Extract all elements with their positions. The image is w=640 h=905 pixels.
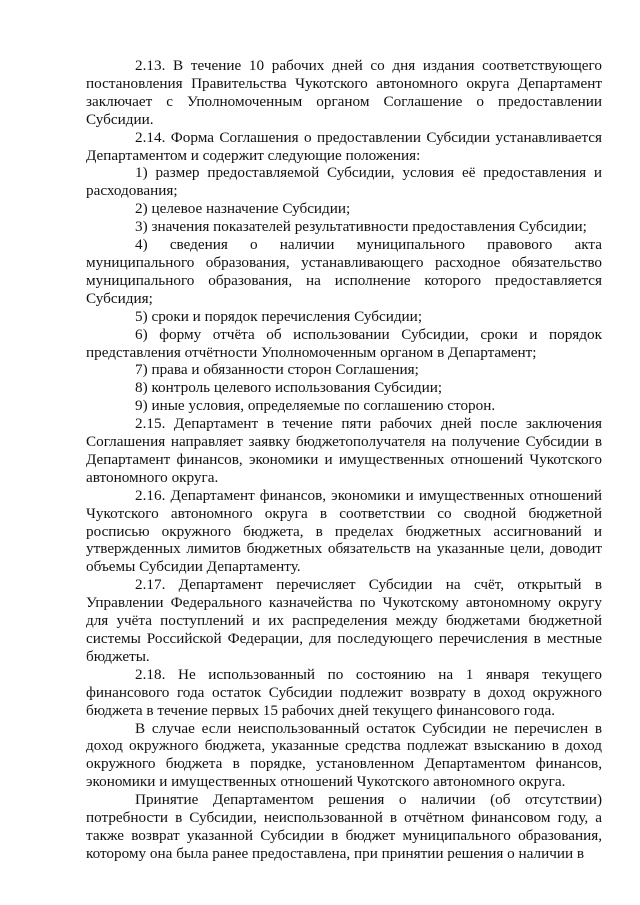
list-item-4: 4) сведения о наличии муниципального правового акта муниципального образования, устанавливающего расходное обязательство муниципального образования, на исполнение которого предоставляется Субсидия; xyxy=(86,236,602,307)
list-item-9: 9) иные условия, определяемые по соглашению сторон. xyxy=(135,397,496,415)
paragraph-return-recovery: В случае если неиспользованный остаток Субсидии не перечислен в доход окружного бюджета, указанные средства подлежат взысканию в доход окружного бюджета в порядке, установленном Департаментом финансов, экономики и имущественных отношений Чукотского автономного округа. xyxy=(86,719,602,791)
list-item-7: 7) права и обязанности сторон Соглашения; xyxy=(135,361,419,379)
paragraph-2-13: 2.13. В течение 10 рабочих дней со дня издания соответствующего постановления Правительства Чукотского автономного округа Департамент заключает с Уполномоченным органом Соглашение о предоставлении Субсидии. xyxy=(86,57,602,128)
list-item-1: 1) размер предоставляемой Субсидии, условия её предоставления и расходования; xyxy=(86,164,602,200)
paragraph-2-15: 2.15. Департамент в течение пяти рабочих дней после заключения Соглашения направляет заявку бюджетополучателя на получение Субсидии в Департамент финансов, экономики и имущественных отношений Чукотского автономного округа. xyxy=(86,415,602,486)
list-item-3: 3) значения показателей результативности предоставления Субсидии; xyxy=(135,218,587,236)
paragraph-2-14: 2.14. Форма Соглашения о предоставлении Субсидии устанавливается Департаментом и содержит следующие положения: xyxy=(86,128,602,164)
paragraph-decision: Принятие Департаментом решения о наличии (об отсутствии) потребности в Субсидии, неиспользованной в отчётном финансовом году, а также возврат указанной Субсидии в бюджет муниципального образования, которому она была ранее предоставлена, при принятии решения о наличии в xyxy=(86,791,602,862)
list-item-2: 2) целевое назначение Субсидии; xyxy=(135,200,351,218)
paragraph-2-17: 2.17. Департамент перечисляет Субсидии на счёт, открытый в Управлении Федерального казначейства по Чукотскому автономному округу для учёта поступлений и их распределения между бюджетами бюджетной системы Российской Федерации, для последующего перечисления в местные бюджеты. xyxy=(86,576,602,665)
paragraph-2-16: 2.16. Департамент финансов, экономики и имущественных отношений Чукотского автономного округа в соответствии со сводной бюджетной росписью окружного бюджета, в пределах бюджетных ассигнований и утвержденных лимитов бюджетных обязательств на указанные цели, доводит объемы Субсидии Департаменту. xyxy=(86,486,602,576)
list-item-8: 8) контроль целевого использования Субсидии; xyxy=(135,379,443,397)
list-item-5: 5) сроки и порядок перечисления Субсидии; xyxy=(135,307,423,325)
list-item-6: 6) форму отчёта об использовании Субсидии, сроки и порядок представления отчётности Уполномоченным органом в Департамент; xyxy=(86,325,602,361)
paragraph-2-18: 2.18. Не использованный по состоянию на 1 января текущего финансового года остаток Субсидии подлежит возврату в доход окружного бюджета в течение первых 15 рабочих дней текущего финансового года. xyxy=(86,665,602,719)
